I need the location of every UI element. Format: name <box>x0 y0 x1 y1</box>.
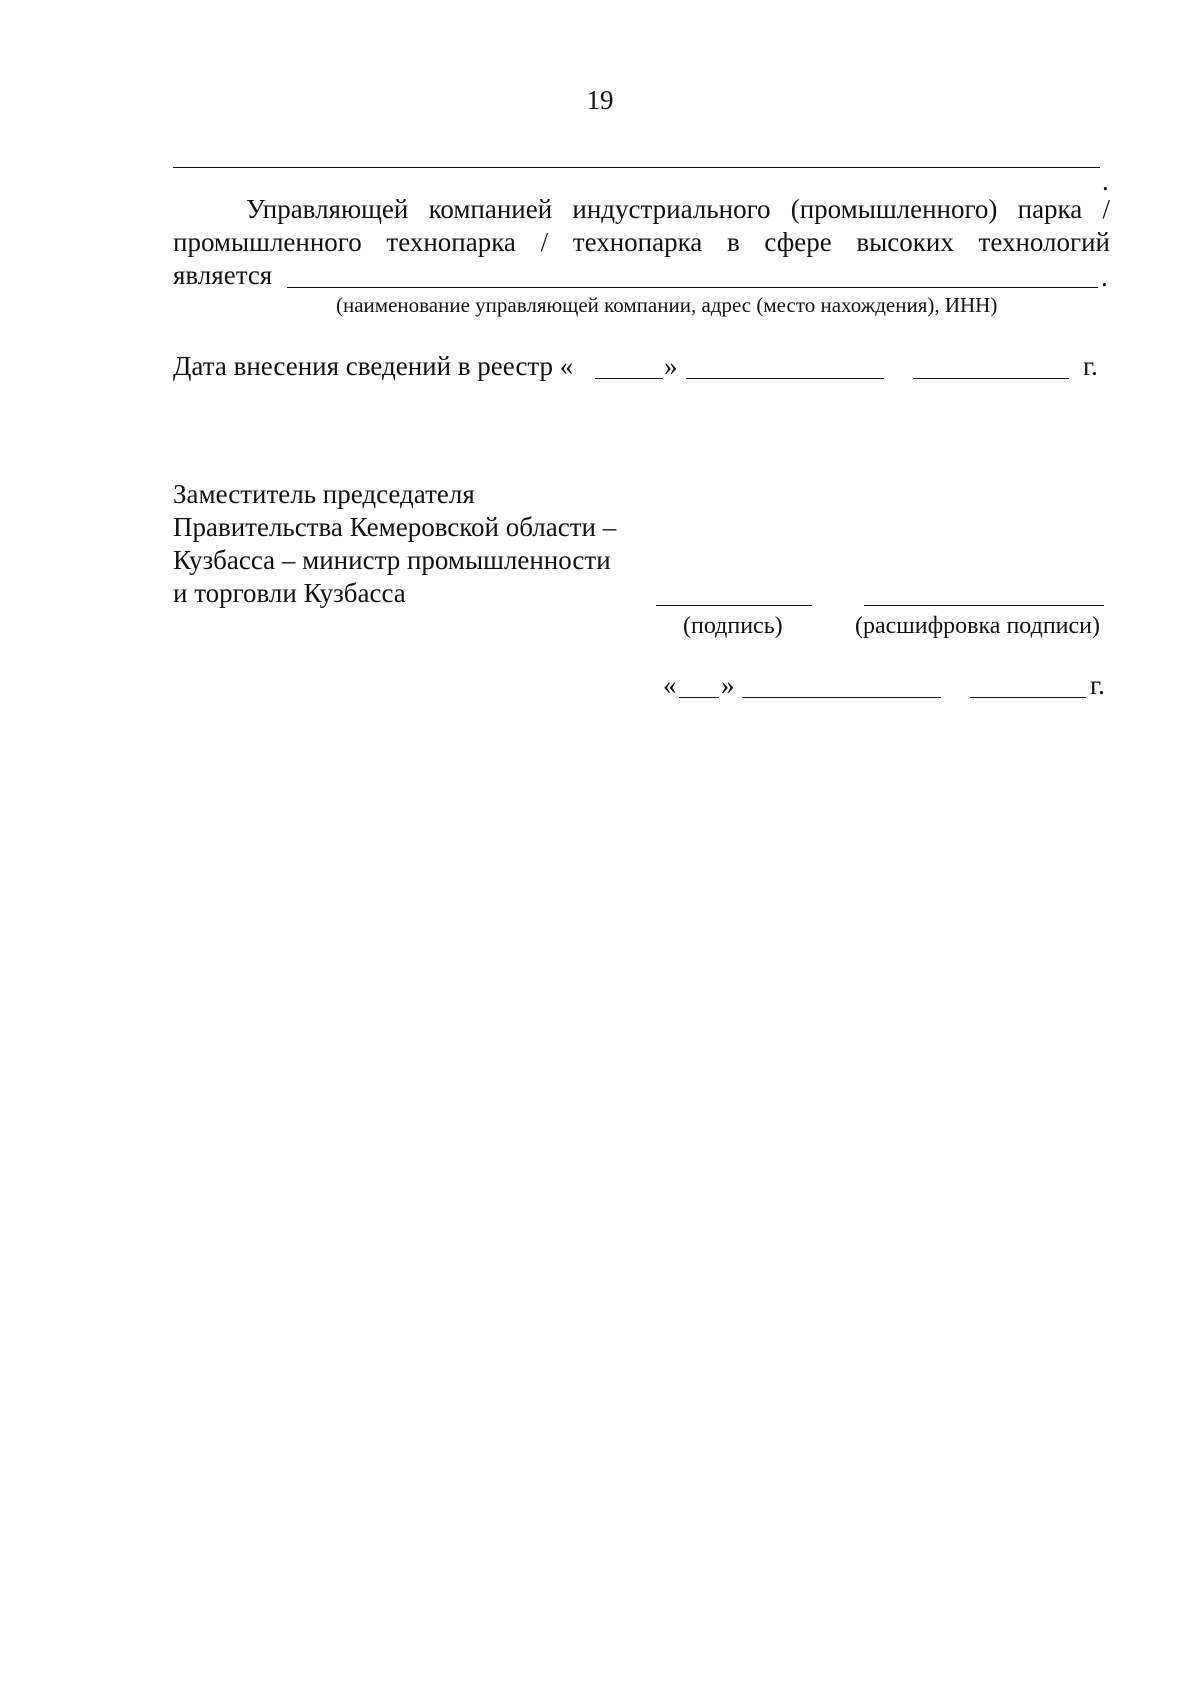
signature-date-open-quote: « <box>663 670 677 700</box>
signatory-title-line-3: Кузбасса – министр промышленности <box>173 545 611 575</box>
signature-year-field[interactable] <box>970 697 1086 698</box>
signature-year-suffix: г. <box>1090 670 1105 700</box>
signatory-title-line-2: Правительства Кемеровской области – <box>173 512 617 542</box>
paragraph-line-1 <box>173 193 1110 225</box>
signatory-title-line-1: Заместитель председателя <box>173 479 475 509</box>
paragraph-line-2-text: промышленного технопарка / технопарка в сфере высоких технологий <box>173 227 1110 257</box>
signature-caption: (подпись) <box>683 613 783 639</box>
registry-year-suffix: г. <box>1083 351 1098 381</box>
signature-date-close-quote: » <box>721 670 735 700</box>
paragraph-line-3-prefix: является <box>173 260 273 290</box>
paragraph-line-2 <box>173 226 1110 258</box>
registry-day-close-quote: » <box>664 351 678 381</box>
management-company-field[interactable] <box>287 287 1098 288</box>
signature-month-field[interactable] <box>742 697 941 698</box>
registry-year-field[interactable] <box>913 378 1069 379</box>
top-blank-line <box>173 167 1100 168</box>
signatory-title-line-4: и торговли Кузбасса <box>173 578 406 608</box>
signature-field[interactable] <box>656 605 812 606</box>
registry-month-field[interactable] <box>686 378 884 379</box>
management-company-caption: (наименование управляющей компании, адрес (место нахождения), ИНН) <box>336 293 998 317</box>
signature-day-field[interactable] <box>679 697 719 698</box>
signature-decoding-field[interactable] <box>864 605 1104 606</box>
registry-day-field[interactable] <box>595 378 663 379</box>
registry-date-label: Дата внесения сведений в реестр « <box>173 351 574 381</box>
management-company-field-period: . <box>1101 262 1108 292</box>
top-blank-period: . <box>1102 166 1109 196</box>
page-number: 19 <box>586 85 614 115</box>
paragraph-line-1-text: Управляющей компанией индустриального (промышленного) парка / <box>246 194 1110 224</box>
signature-decoding-caption: (расшифровка подписи) <box>855 613 1100 639</box>
